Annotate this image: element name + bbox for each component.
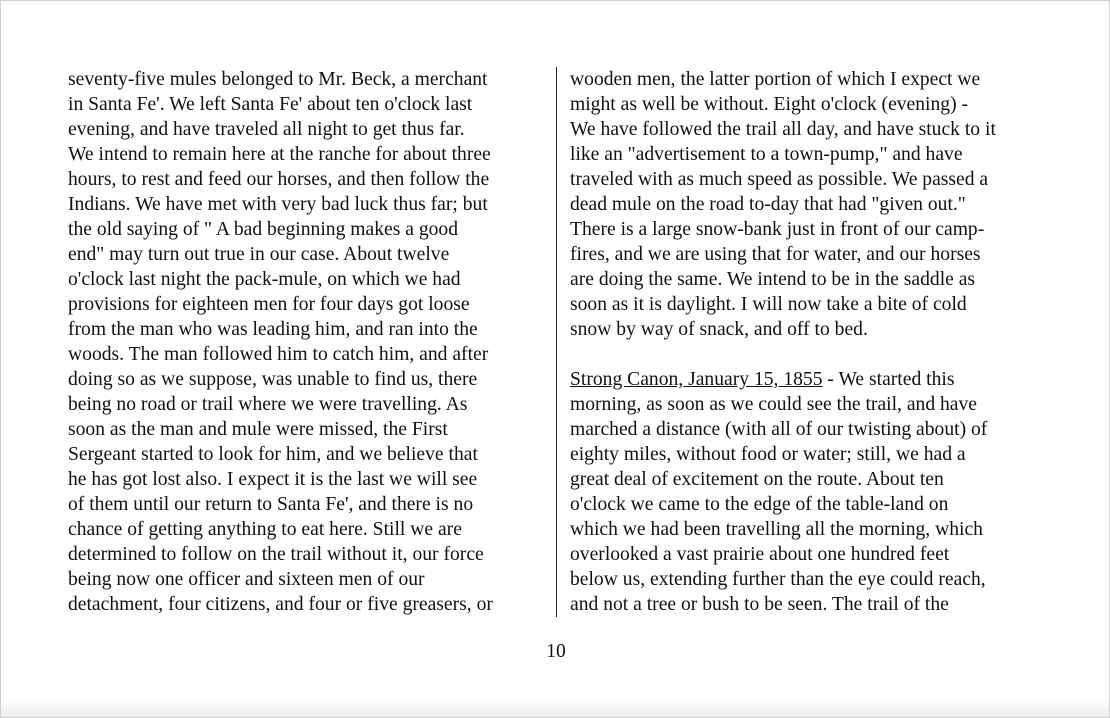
text-line: great deal of excitement on the route. About ten	[570, 469, 944, 490]
right-column-part2	[570, 392, 996, 617]
text-line: We intend to remain here at the ranche for about three	[68, 144, 491, 165]
text-line: he has got lost also. I expect it is the last we will see	[68, 469, 478, 490]
text-line: There is a large snow-bank just in front of our camp-	[570, 219, 985, 240]
column-divider	[556, 67, 557, 617]
text-line: o'clock last night the pack-mule, on which we had	[68, 269, 461, 290]
text-line: being now one officer and sixteen men of our	[68, 569, 425, 590]
text-line: chance of getting anything to eat here. Still we are	[68, 519, 462, 540]
text-line: might as well be without. Eight o'clock (evening) -	[570, 94, 969, 115]
entry-heading-line	[570, 367, 996, 392]
text-line: soon as the man and mule were missed, the First	[68, 419, 448, 440]
left-column	[68, 67, 493, 617]
text-line: fires, and we are using that for water, and our horses	[570, 244, 981, 265]
text-line: wooden men, the latter portion of which I expect we	[570, 69, 981, 90]
text-line: from the man who was leading him, and ran into the	[68, 319, 478, 340]
text-line: of them until our return to Santa Fe', and there is no	[68, 494, 474, 515]
text-line: determined to follow on the trail without it, our force	[68, 544, 484, 565]
right-column	[570, 67, 996, 617]
page-number: 10	[546, 641, 566, 662]
page-bottom-shadow	[1, 699, 1109, 717]
text-line: which we had been travelling all the morning, which	[570, 519, 983, 540]
paragraph-gap	[570, 342, 996, 367]
text-line: woods. The man followed him to catch him, and after	[68, 344, 489, 365]
text-line: in Santa Fe'. We left Santa Fe' about ten o'clock last	[68, 94, 473, 115]
text-line: Indians. We have met with very bad luck thus far; but	[68, 194, 488, 215]
right-column-part1	[570, 67, 996, 342]
text-line: We have followed the trail all day, and have stuck to it	[570, 119, 996, 140]
text-line: provisions for eighteen men for four days got loose	[68, 294, 470, 315]
text-line: morning, as soon as we could see the trail, and have	[570, 394, 978, 415]
text-line: detachment, four citizens, and four or five greasers, or	[68, 594, 493, 615]
text-line: are doing the same. We intend to be in the saddle as	[570, 269, 976, 290]
text-line: the old saying of " A bad beginning makes a good	[68, 219, 459, 240]
text-line: marched a distance (with all of our twisting about) of	[570, 419, 988, 440]
text-line: soon as it is daylight. I will now take a bite of cold	[570, 294, 967, 315]
text-line: being no road or trail where we were travelling. As	[68, 394, 468, 415]
text-line: seventy-five mules belonged to Mr. Beck, a merchant	[68, 69, 488, 90]
text-line: overlooked a vast prairie about one hundred feet	[570, 544, 950, 565]
text-line: doing so as we suppose, was unable to find us, there	[68, 369, 478, 390]
text-line: hours, to rest and feed our horses, and then follow the	[68, 169, 490, 190]
text-line: and not a tree or bush to be seen. The trail of the	[570, 594, 949, 615]
text-line: dead mule on the road to-day that had "given out."	[570, 194, 966, 215]
entry-heading: Strong Canon, January 15, 1855	[570, 369, 823, 390]
text-line: eighty miles, without food or water; still, we had a	[570, 444, 966, 465]
text-line: evening, and have traveled all night to get thus far.	[68, 119, 465, 140]
text-line: like an "advertisement to a town-pump," and have	[570, 144, 963, 165]
text-line: traveled with as much speed as possible. We passed a	[570, 169, 989, 190]
text-line: snow by way of snack, and off to bed.	[570, 319, 868, 340]
text-line: below us, extending further than the eye could reach,	[570, 569, 986, 590]
text-line: o'clock we came to the edge of the table-land on	[570, 494, 949, 515]
text-line: Sergeant started to look for him, and we believe that	[68, 444, 478, 465]
text-line: end" may turn out true in our case. About twelve	[68, 244, 450, 265]
entry-heading-rest: - We started this	[822, 369, 955, 390]
